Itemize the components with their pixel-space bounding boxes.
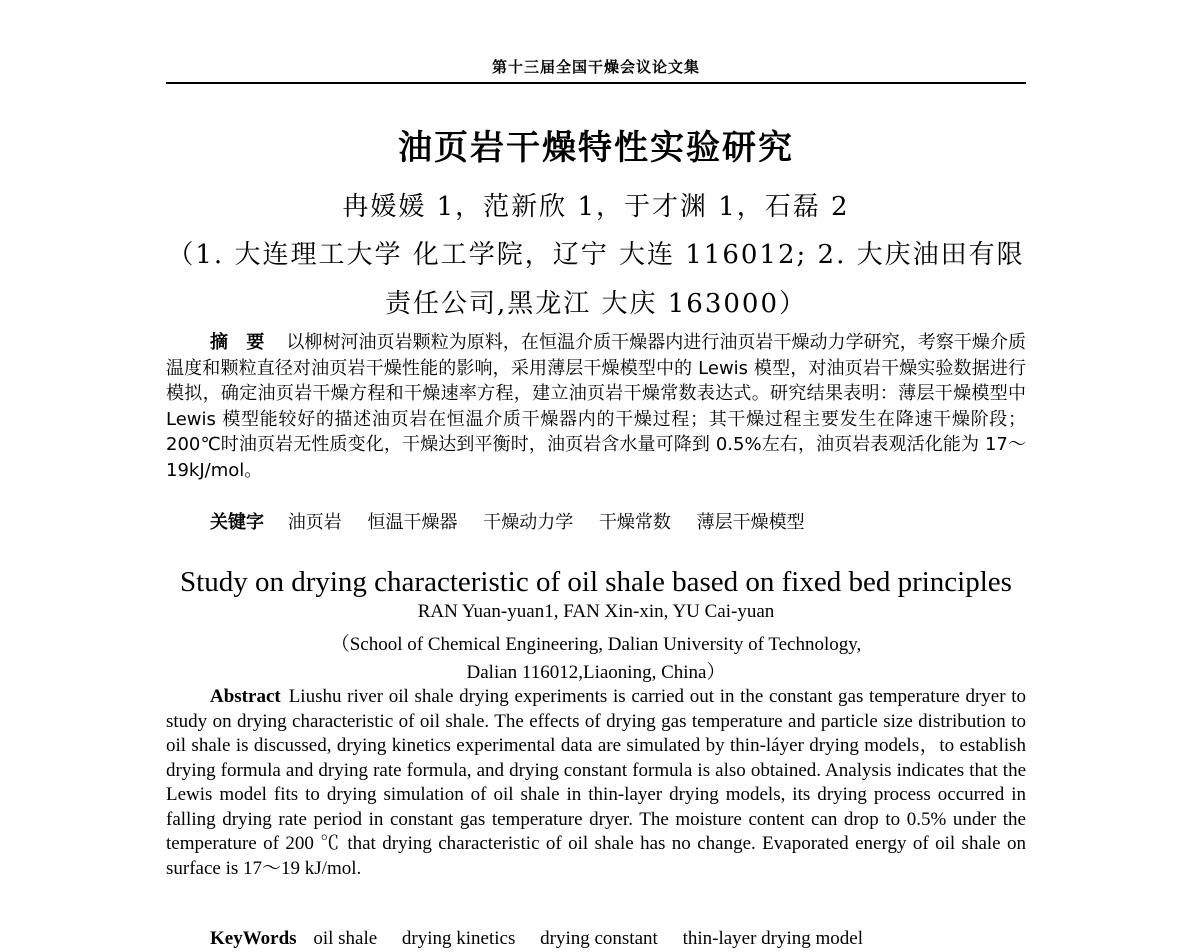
header-rule: [166, 82, 1026, 84]
en-keyword: drying constant: [540, 928, 658, 949]
cn-affiliation-line1: （1. 大连理工大学 化工学院，辽宁 大连 116012; 2. 大庆油田有限: [167, 240, 1025, 270]
cn-title: 油页岩干燥特性实验研究: [398, 128, 794, 168]
cn-authors: 冉媛媛 1，范新欣 1，于才渊 1，石磊 2: [342, 192, 850, 222]
en-affiliation-line1: （School of Chemical Engineering, Dalian University of Technology,: [330, 634, 862, 655]
paper-page: [166, 0, 1026, 952]
cn-affiliation-line2: 责任公司,黑龙江 大庆 163000）: [384, 289, 808, 319]
en-keyword: drying kinetics: [401, 928, 516, 949]
cn-abstract-label: 摘 要: [210, 332, 271, 353]
proceedings-header: 第十三届全国干燥会议论文集: [491, 58, 700, 76]
cn-abstract: [166, 330, 1026, 483]
en-affiliation-line2: Dalian 116012,Liaoning, China）: [466, 662, 726, 683]
en-keyword: oil shale: [313, 928, 378, 949]
en-abstract: [166, 685, 1026, 881]
cn-keywords-label: 关键字: [210, 512, 264, 533]
en-keywords: [210, 928, 1026, 950]
cn-abstract-text: 以柳树河油页岩颗粒为原料，在恒温介质干燥器内进行油页岩干燥动力学研究，考察干燥介质温度和颗粒直径对油页岩干燥性能的影响，采用薄层干燥模型中的 Lewis 模型，对油页岩干燥实验数据进行模拟，确定油页岩干燥方程和干燥速率方程，建立油页岩干燥常数表达式。研究结果表明：薄层干燥模型中 Lewis 模型能较好的描述油页岩在恒温介质干燥器内的干燥过程；其干燥过程主要发生在降速干燥阶段；200℃时油页岩无性质变化，干燥达到平衡时，油页岩含水量可降到 0.5%左右，油页岩表观活化能为 17～19kJ/mol。: [166, 332, 1026, 481]
en-keyword: thin-layer drying model: [682, 928, 864, 949]
cn-keyword: 干燥动力学: [483, 512, 574, 533]
cn-keyword: 恒温干燥器: [367, 512, 458, 533]
en-authors: RAN Yuan-yuan1, FAN Xin-xin, YU Cai-yuan: [417, 601, 775, 622]
en-title: Study on drying characteristic of oil shale based on fixed bed principles: [180, 566, 1012, 598]
en-keywords-label: KeyWords: [210, 928, 297, 949]
cn-keywords: [210, 508, 1026, 534]
cn-keyword: 油页岩: [287, 512, 342, 533]
cn-keyword: 干燥常数: [598, 512, 671, 533]
cn-keyword: 薄层干燥模型: [696, 512, 805, 533]
en-abstract-text: Liushu river oil shale drying experiments is carried out in the constant gas temperature dryer to study on drying characteristic of oil shale. The effects of drying gas temperature and particle size distribution to oil shale is discussed, drying kinetics experimental data are simulated by thin-láyer drying models，to establish drying formula and drying rate formula, and drying constant formula is also obtained. Analysis indicates that the Lewis model fits to drying simulation of oil shale in thin-layer drying models, its drying process occurred in falling drying rate period in constant gas temperature dryer. The moisture content can drop to 0.5% under the temperature of 200 ℃ that drying characteristic of oil shale has no change. Evaporated energy of oil shale on surface is 17～19 kJ/mol.: [166, 686, 1026, 879]
en-abstract-label: Abstract: [210, 686, 281, 707]
